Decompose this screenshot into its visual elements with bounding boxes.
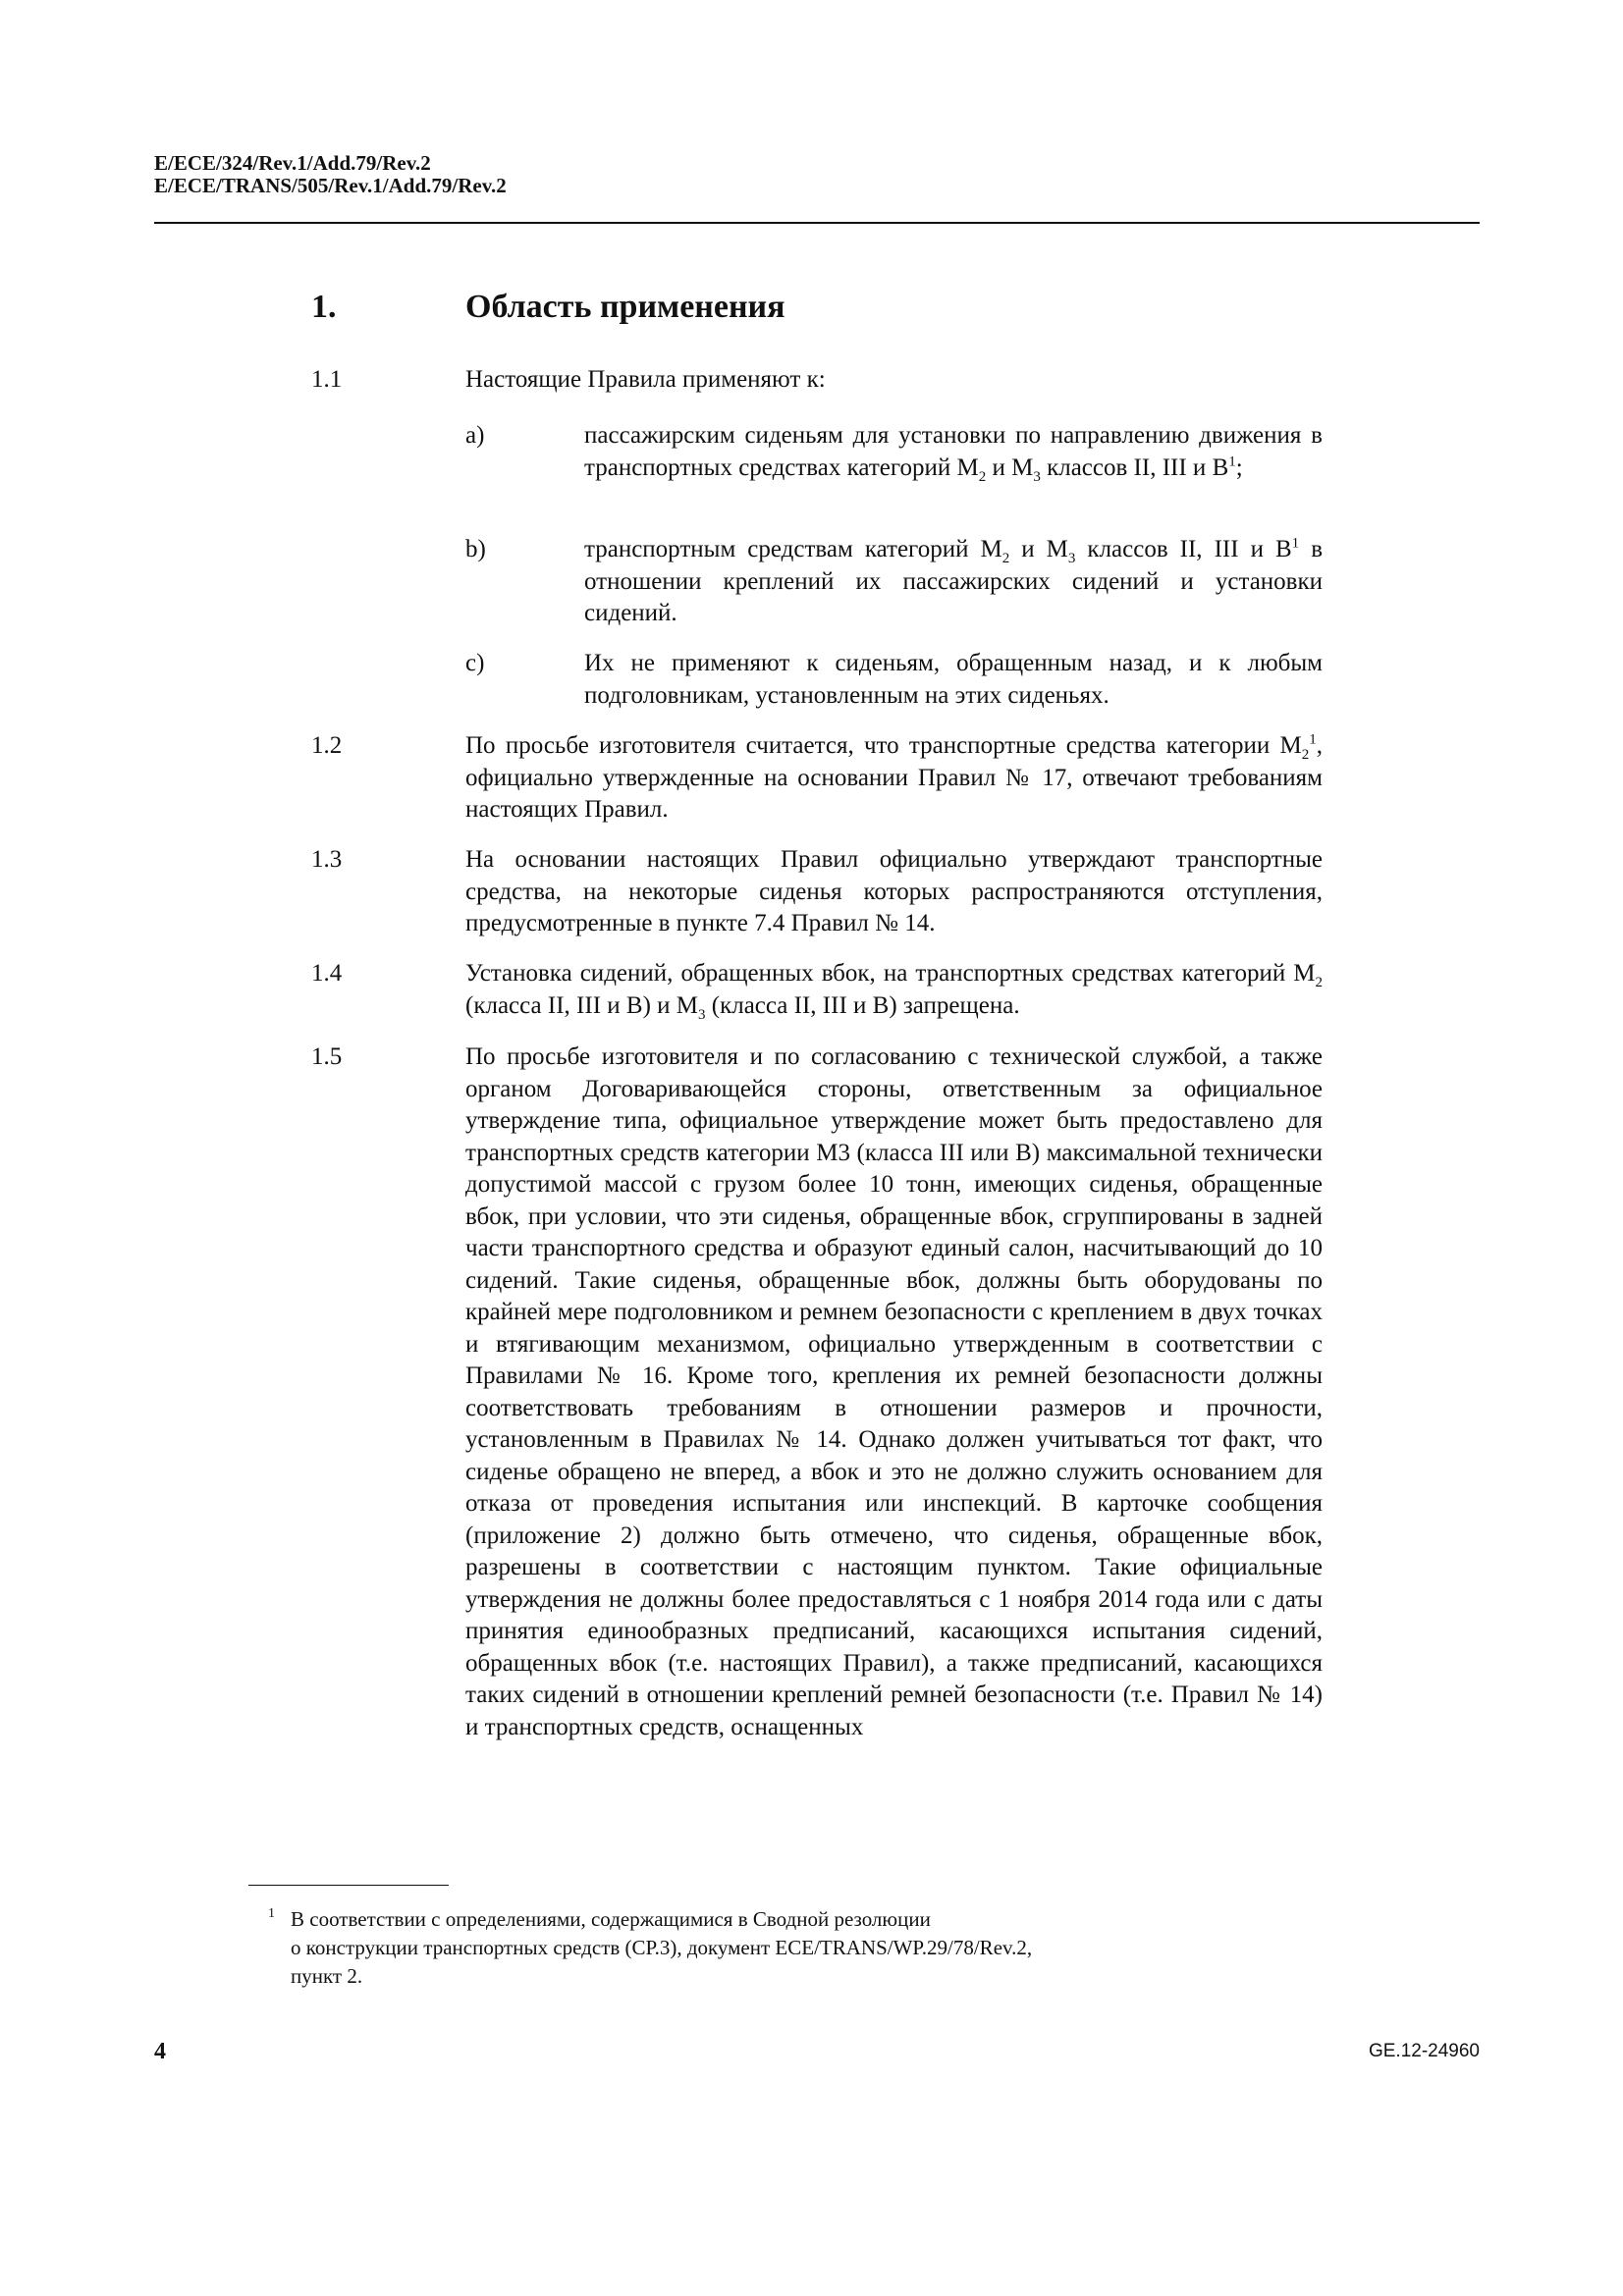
page-number: 4 — [154, 2039, 166, 2064]
footnote — [268, 1905, 1322, 1991]
paragraph-number: 1.1 — [311, 366, 343, 393]
paragraph-text: Настоящие Правила применяют к: — [465, 366, 826, 393]
footnote-line: пункт 2. — [291, 1964, 363, 1988]
paragraph-number: 1.5 — [311, 1043, 343, 1070]
paragraph-number: 1.4 — [311, 960, 343, 987]
section-number: 1. — [311, 289, 337, 325]
document-symbol-1: E/ECE/324/Rev.1/Add.79/Rev.2 — [154, 151, 431, 175]
paragraph-number: 1.3 — [311, 846, 343, 873]
item-label: a) — [465, 422, 485, 449]
item-text: Их не применяют к сиденьям, обращенным назад, и к любым подголовникам, установленным на этих сиденьях. — [584, 650, 1323, 709]
footnote-mark: 1 — [268, 1906, 275, 1921]
item-text: транспортным средствам категорий $M_2$ и $M_3$ классов II, III и $B^1$ в отношении креплений их пассажирских сидений и установки сидений. — [584, 535, 1324, 626]
paragraph-text: На основании настоящих Правил официально утверждают транспортные средства, на некоторые сиденья которых распространяются отступления, предусмотренные в пункте 7.4 Правил № 14. — [465, 846, 1323, 936]
paragraph-text: Установка сидений, обращенных вбок, на транспортных средствах категорий $M_2$ (класса II, III и B) и $M_3$ (класса II, III и B) запрещена. — [465, 960, 1323, 1023]
document-symbol-2: E/ECE/TRANS/505/Rev.1/Add.79/Rev.2 — [154, 174, 507, 197]
item-label: b) — [465, 536, 486, 562]
header-rule — [154, 222, 1480, 224]
paragraph-number: 1.2 — [311, 732, 343, 759]
footnote-line: о конструкции транспортных средств (СР.3), документ ECE/TRANS/WP.29/78/Rev.2, — [291, 1936, 1033, 1959]
section-title: Область применения — [465, 289, 785, 325]
item-label: c) — [465, 650, 485, 676]
document-header — [154, 152, 1480, 197]
item-text: пассажирским сиденьям для установки по направлению движения в транспортных средствах категорий $M_2$ и $M_3$ классов II, III и $B^1$; — [584, 422, 1323, 485]
document-code: GE.12-24960 — [1368, 2041, 1480, 2061]
paragraph-text: По просьбе изготовителя считается, что транспортные средства категории $M_2^1$, официально утвержденные на основании Правил № 17, отвечают требованиям настоящих Правил. — [465, 731, 1323, 823]
footnote-line: В соответствии с определениями, содержащимися в Сводной резолюции — [291, 1907, 931, 1931]
footnote-separator — [248, 1885, 449, 1886]
paragraph-text: По просьбе изготовителя и по согласованию с технической службой, а также органом Договаривающейся стороны, ответственным за официальное утверждение типа, официальное утверждение может быть предоставлено для транспортных средств категории M3 (класса III или B) максимальной технически допустимой массой с грузом более 10 тонн, имеющих сиденья, обращенные вбок, при условии, что эти сиденья, обращенные вбок, сгруппированы в задней части транспортного средства и образуют единый салон, насчитывающий до 10 сидений. Такие сиденья, обращенные вбок, должны быть оборудованы по крайней мере подголовником и ремнем безопасности с креплением в двух точках и втягивающим механизмом, официально утвержденным в соответствии с Правилами № 16. Кроме того, крепления их ремней безопасности должны соответствовать требованиям в отношении размеров и прочности, установленным в Правилах № 14. Однако должен учитываться тот факт, что сиденье обращено не вперед, а вбок и это не должно служить основанием для отказа от проведения испытания или инспекций. В карточке сообщения (приложение 2) должно быть отмечено, что сиденья, обращенные вбок, разрешены в соответствии с настоящим пунктом. Такие официальные утверждения не должны более предоставляться с 1 ноября 2014 года или с даты принятия единообразных предписаний, касающихся испытания сидений, обращенных вбок (т.е. настоящих Правил), а также предписаний, касающихся таких сидений в отношении креплений ремней безопасности (т.е. Правил № 14) и транспортных средств, оснащенных — [465, 1043, 1323, 1740]
